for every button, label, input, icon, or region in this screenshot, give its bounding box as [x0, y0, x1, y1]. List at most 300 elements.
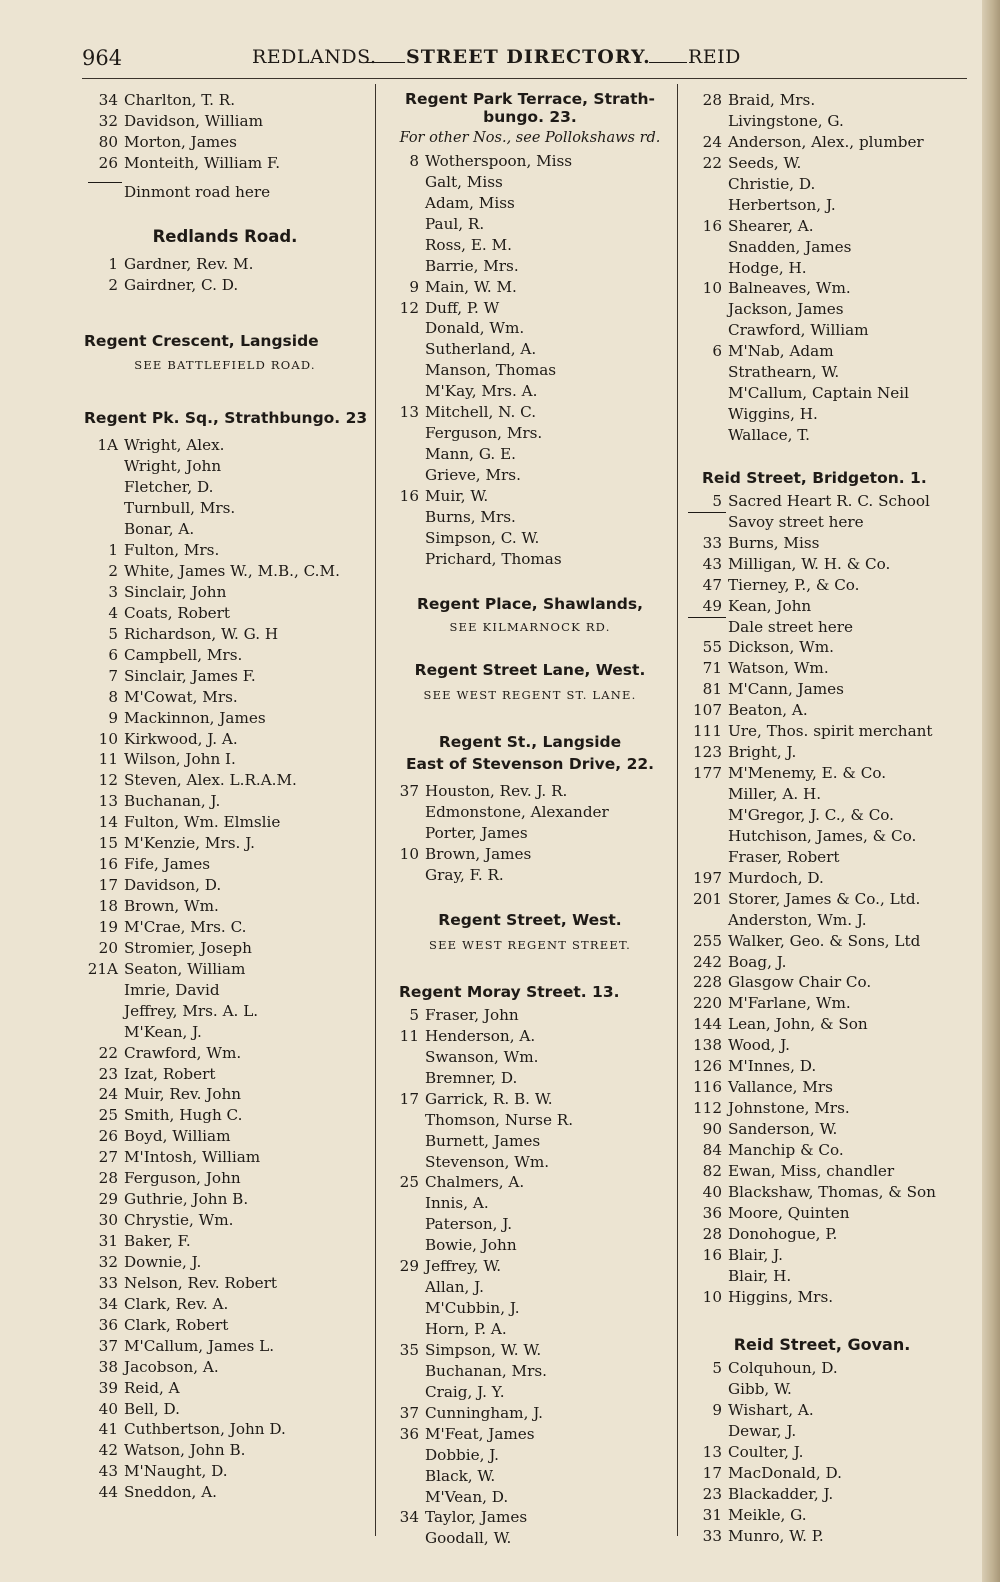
- resident-name: Muir, Rev. John: [124, 1085, 242, 1104]
- entry-row: [688, 278, 956, 299]
- entry-row: [688, 1463, 956, 1484]
- see-reference: SEE WEST REGENT STREET.: [429, 938, 631, 953]
- entry-row: [84, 1273, 366, 1294]
- resident-name: M'Naught, D.: [124, 1462, 228, 1481]
- resident-name: Innis, A.: [425, 1194, 489, 1213]
- entry-row: [688, 847, 956, 868]
- entry-row: [84, 1461, 366, 1482]
- resident-name: White, James W., M.B., C.M.: [124, 562, 340, 580]
- resident-name: Monteith, William F.: [124, 153, 281, 172]
- street-note: Savoy street here: [688, 512, 956, 533]
- house-number: 242: [693, 952, 722, 971]
- page-number: 964: [82, 46, 123, 70]
- entry-row: [385, 865, 675, 886]
- header-left: REDLANDS.: [252, 46, 377, 68]
- entry-row: [385, 402, 675, 423]
- resident-name: Clark, Robert: [124, 1315, 229, 1334]
- resident-name: Sutherland, A.: [425, 340, 537, 359]
- entry-row: [385, 1152, 675, 1173]
- entry-row: [84, 1294, 366, 1315]
- house-number: 26: [98, 1127, 118, 1146]
- house-number: 81: [702, 680, 722, 699]
- house-number: [688, 320, 728, 341]
- house-number: [385, 172, 425, 193]
- resident-name: Muir, W.: [425, 486, 489, 505]
- house-number: 8: [108, 687, 118, 706]
- house-number: 1: [108, 541, 118, 560]
- entry-row: [84, 896, 366, 917]
- resident-name: Milligan, W. H. & Co.: [728, 554, 891, 573]
- house-number: [385, 865, 425, 886]
- entry-row: [688, 1035, 956, 1056]
- street-heading-cont: bungo. 23.: [483, 108, 577, 126]
- entry-row: [385, 1340, 675, 1361]
- resident-name: Sacred Heart R. C. School: [728, 491, 930, 510]
- resident-name: Glasgow Chair Co.: [728, 973, 872, 992]
- house-number: 33: [702, 1526, 722, 1545]
- entry-row: [84, 254, 366, 275]
- resident-name: Chalmers, A.: [425, 1173, 525, 1192]
- house-number: 17: [702, 1464, 722, 1483]
- house-number: [688, 299, 728, 320]
- entry-row: [385, 1026, 675, 1047]
- house-number: 37: [399, 782, 419, 801]
- resident-name: Wright, Alex.: [124, 436, 225, 455]
- entry-list: [385, 151, 675, 570]
- resident-name: Burns, Mrs.: [425, 507, 516, 526]
- resident-name: Buchanan, J.: [124, 792, 221, 811]
- entry-row: [84, 833, 366, 854]
- resident-name: Jackson, James: [728, 300, 844, 319]
- entry-list: [385, 781, 675, 886]
- house-number: 37: [98, 1336, 118, 1355]
- resident-name: Imrie, David: [124, 980, 220, 999]
- house-number: [688, 826, 728, 847]
- resident-name: Craig, J. Y.: [425, 1382, 505, 1401]
- resident-name: Tierney, P., & Co.: [728, 575, 860, 594]
- entry-row: [385, 1089, 675, 1110]
- resident-name: Wright, John: [124, 457, 222, 476]
- resident-name: Taylor, James: [425, 1508, 528, 1527]
- resident-name: Paul, R.: [425, 214, 485, 233]
- house-number: 9: [108, 708, 118, 727]
- entry-row: [688, 90, 956, 111]
- resident-name: Anderston, Wm. J.: [728, 910, 867, 929]
- entry-row: [385, 256, 675, 277]
- house-number: 28: [702, 91, 722, 109]
- resident-name: Clark, Rev. A.: [124, 1294, 229, 1313]
- entry-row: [84, 561, 366, 582]
- entry-row: [84, 938, 366, 959]
- house-number: 2: [108, 275, 118, 294]
- resident-name: M'Callum, James L.: [124, 1336, 275, 1355]
- house-number: [688, 1266, 728, 1287]
- resident-name: Walker, Geo. & Sons, Ltd: [728, 931, 921, 950]
- resident-name: Colquhoun, D.: [728, 1359, 838, 1378]
- house-number: 40: [702, 1182, 722, 1201]
- house-number: [688, 362, 728, 383]
- entry-row: [385, 1298, 675, 1319]
- resident-name: Livingstone, G.: [728, 111, 844, 130]
- header-title: STREET DIRECTORY.: [406, 46, 651, 68]
- house-number: [688, 174, 728, 195]
- resident-name: Donald, Wm.: [425, 319, 525, 338]
- street-heading: Reid Street, Govan.: [733, 1335, 911, 1355]
- resident-name: Horn, P. A.: [425, 1320, 507, 1339]
- entry-row: [84, 729, 366, 750]
- entry-row: [385, 1047, 675, 1068]
- resident-name: M'Cann, James: [728, 680, 844, 699]
- house-number: 10: [702, 1287, 722, 1306]
- entry-row: [385, 277, 675, 298]
- entry-row: [385, 1319, 675, 1340]
- house-number: 5: [108, 624, 118, 643]
- resident-name: Thomson, Nurse R.: [425, 1110, 574, 1129]
- house-number: 3: [108, 582, 118, 601]
- resident-name: Dobbie, J.: [425, 1445, 500, 1464]
- house-number: 11: [399, 1026, 419, 1045]
- entry-row: [385, 486, 675, 507]
- house-number: 28: [702, 1224, 722, 1243]
- resident-name: Vallance, Mrs: [728, 1078, 833, 1097]
- resident-name: Steven, Alex. L.R.A.M.: [124, 771, 297, 790]
- entry-row: [688, 132, 956, 153]
- entry-row: [688, 554, 956, 575]
- entry-row: [84, 582, 366, 603]
- entry-row: [688, 972, 956, 993]
- entry-list: [688, 491, 956, 512]
- resident-name: Blair, H.: [728, 1266, 792, 1285]
- resident-name: Wilson, John I.: [124, 750, 236, 769]
- house-number: 14: [98, 813, 118, 832]
- house-number: [385, 360, 425, 381]
- entry-row: [84, 1315, 366, 1336]
- street-note: Dale street here: [688, 617, 956, 638]
- resident-name: Beaton, A.: [728, 701, 808, 720]
- resident-name: Dewar, J.: [728, 1422, 797, 1441]
- entry-row: [385, 214, 675, 235]
- house-number: 23: [98, 1064, 118, 1083]
- entry-row: [688, 258, 956, 279]
- resident-name: Prichard, Thomas: [425, 549, 562, 568]
- house-number: 15: [98, 834, 118, 853]
- entry-row: [385, 549, 675, 570]
- house-number: [385, 528, 425, 549]
- house-number: 12: [98, 771, 118, 790]
- entry-row: [688, 299, 956, 320]
- house-number: [84, 1022, 124, 1043]
- entry-row: [688, 1484, 956, 1505]
- entry-row: [84, 1357, 366, 1378]
- house-number: [385, 1466, 425, 1487]
- resident-name: Adam, Miss: [425, 193, 515, 212]
- resident-name: Sinclair, James F.: [124, 666, 256, 685]
- resident-name: Garrick, R. B. W.: [425, 1089, 553, 1108]
- resident-name: Fraser, John: [425, 1005, 519, 1024]
- house-number: 29: [399, 1257, 419, 1276]
- house-number: [385, 256, 425, 277]
- resident-name: Mackinnon, James: [124, 708, 266, 727]
- resident-name: M'Cubbin, J.: [425, 1299, 520, 1318]
- resident-name: Anderson, Alex., plumber: [728, 132, 924, 151]
- house-number: 22: [98, 1043, 118, 1062]
- house-number: [385, 1193, 425, 1214]
- entry-row: [385, 172, 675, 193]
- entry-row: [385, 360, 675, 381]
- house-number: 28: [98, 1169, 118, 1188]
- house-number: 8: [409, 151, 419, 170]
- house-number: 220: [693, 994, 722, 1013]
- house-number: 5: [712, 1359, 722, 1378]
- resident-name: Miller, A. H.: [728, 785, 822, 804]
- house-number: 1A: [97, 436, 118, 455]
- house-number: [385, 823, 425, 844]
- entry-row: [84, 708, 366, 729]
- resident-name: Allan, J.: [425, 1278, 484, 1297]
- house-number: 6: [712, 342, 722, 361]
- house-number: [385, 1361, 425, 1382]
- entry-row: [84, 435, 366, 456]
- entry-row: [385, 844, 675, 865]
- house-number: [688, 847, 728, 868]
- house-number: 43: [98, 1462, 118, 1481]
- resident-name: Downie, J.: [124, 1252, 202, 1271]
- entry-row: [84, 1168, 366, 1189]
- house-number: 5: [409, 1005, 419, 1024]
- house-number: [385, 381, 425, 402]
- resident-name: Hutchison, James, & Co.: [728, 826, 917, 845]
- house-number: 38: [98, 1357, 118, 1376]
- entry-row: [385, 1193, 675, 1214]
- resident-name: Higgins, Mrs.: [728, 1287, 834, 1306]
- entry-row: [84, 1022, 366, 1043]
- house-number: 13: [98, 792, 118, 811]
- entry-row: [688, 1119, 956, 1140]
- resident-name: Ewan, Miss, chandler: [728, 1161, 895, 1180]
- entry-row: [385, 381, 675, 402]
- house-number: [385, 507, 425, 528]
- entry-row: [688, 1098, 956, 1119]
- entry-row: [385, 1068, 675, 1089]
- entry-row: [688, 637, 956, 658]
- house-number: 24: [98, 1085, 118, 1104]
- resident-name: M'Farlane, Wm.: [728, 994, 851, 1013]
- entry-row: [688, 1014, 956, 1035]
- entry-row: [84, 854, 366, 875]
- resident-name: Brown, James: [425, 845, 532, 864]
- house-number: 24: [702, 132, 722, 151]
- house-number: 16: [702, 1245, 722, 1264]
- entry-row: [84, 1105, 366, 1126]
- entry-row: [385, 1487, 675, 1508]
- cross-reference: For other Nos., see Pollokshaws rd.: [399, 130, 661, 146]
- resident-name: Ferguson, Mrs.: [425, 424, 543, 443]
- resident-name: Meikle, G.: [728, 1505, 807, 1524]
- resident-name: M'Kean, J.: [124, 1022, 202, 1041]
- house-number: [385, 1110, 425, 1131]
- resident-name: Burns, Miss: [728, 533, 820, 552]
- resident-name: Gairdner, C. D.: [124, 275, 239, 294]
- resident-name: M'Gregor, J. C., & Co.: [728, 805, 895, 824]
- entry-row: [84, 666, 366, 687]
- entry-row: [688, 1161, 956, 1182]
- house-number: 123: [693, 743, 722, 762]
- entry-row: [84, 1001, 366, 1022]
- street-heading: Redlands Road.: [152, 226, 298, 246]
- entry-row: [385, 528, 675, 549]
- resident-name: Crawford, Wm.: [124, 1043, 242, 1062]
- house-number: [385, 1214, 425, 1235]
- entry-row: [688, 763, 956, 784]
- resident-name: Christie, D.: [728, 174, 816, 193]
- house-number: 39: [98, 1378, 118, 1397]
- entry-row: [84, 519, 366, 540]
- entry-row: [688, 174, 956, 195]
- entry-row: [385, 1005, 675, 1026]
- entry-row: [688, 491, 956, 512]
- running-header: [82, 46, 962, 76]
- resident-name: Burnett, James: [425, 1131, 541, 1150]
- house-number: 126: [693, 1057, 722, 1076]
- house-number: 35: [399, 1340, 419, 1359]
- resident-name: Fife, James: [124, 855, 210, 874]
- entry-row: [688, 533, 956, 554]
- resident-name: Turnbull, Mrs.: [124, 499, 236, 518]
- resident-name: M'Menemy, E. & Co.: [728, 764, 887, 783]
- resident-name: Main, W. M.: [425, 277, 517, 296]
- house-number: 49: [702, 596, 722, 615]
- house-number: 9: [712, 1401, 722, 1420]
- resident-name: Sneddon, A.: [124, 1483, 217, 1502]
- resident-name: Campbell, Mrs.: [124, 645, 243, 664]
- entry-row: [688, 910, 956, 931]
- resident-name: Wood, J.: [728, 1036, 790, 1055]
- entry-row: [688, 700, 956, 721]
- entry-row: [385, 339, 675, 360]
- resident-name: Simpson, C. W.: [425, 528, 540, 547]
- house-number: 34: [98, 1294, 118, 1313]
- resident-name: M'Nab, Adam: [728, 342, 834, 361]
- house-number: 19: [98, 917, 118, 936]
- column-divider: [677, 84, 678, 1536]
- house-number: 44: [98, 1483, 118, 1502]
- house-number: 22: [702, 153, 722, 172]
- resident-name: Manson, Thomas: [425, 361, 557, 380]
- house-number: [688, 784, 728, 805]
- house-number: 10: [98, 729, 118, 748]
- resident-name: Smith, Hugh C.: [124, 1106, 243, 1125]
- entry-row: [84, 1378, 366, 1399]
- entry-row: [84, 1399, 366, 1420]
- house-number: 26: [98, 153, 118, 172]
- column-1: [84, 90, 366, 1503]
- page-edge: [982, 0, 1000, 1582]
- resident-name: Balneaves, Wm.: [728, 279, 851, 298]
- entry-row: [84, 111, 366, 132]
- street-note: Dinmont road here: [84, 182, 366, 203]
- entry-row: [84, 477, 366, 498]
- resident-name: MacDonald, D.: [728, 1464, 842, 1483]
- resident-name: Stevenson, Wm.: [425, 1152, 550, 1171]
- entry-list: [688, 1358, 956, 1546]
- entry-row: [84, 132, 366, 153]
- house-number: [688, 195, 728, 216]
- entry-row: [385, 1528, 675, 1549]
- entry-row: [688, 1358, 956, 1379]
- entry-row: [385, 1277, 675, 1298]
- street-heading-cont: East of Stevenson Drive, 22.: [405, 755, 655, 774]
- house-number: [688, 910, 728, 931]
- house-number: [688, 404, 728, 425]
- house-number: [385, 1445, 425, 1466]
- resident-name: Fletcher, D.: [124, 478, 214, 497]
- house-number: 20: [98, 938, 118, 957]
- resident-name: Ross, E. M.: [425, 235, 512, 254]
- resident-name: M'Callum, Captain Neil: [728, 384, 909, 403]
- entry-row: [84, 624, 366, 645]
- resident-name: Wallace, T.: [728, 426, 810, 444]
- entry-row: [688, 1266, 956, 1287]
- resident-name: Grieve, Mrs.: [425, 466, 521, 485]
- house-number: [84, 498, 124, 519]
- house-number: 84: [702, 1140, 722, 1159]
- entry-row: [688, 216, 956, 237]
- house-number: 116: [693, 1078, 722, 1097]
- resident-name: Crawford, William: [728, 321, 869, 340]
- house-number: 13: [399, 403, 419, 422]
- resident-name: Cuthbertson, John D.: [124, 1420, 286, 1439]
- house-number: 13: [702, 1443, 722, 1462]
- resident-name: Murdoch, D.: [728, 868, 824, 887]
- resident-name: Gray, F. R.: [425, 866, 504, 885]
- resident-name: Boag, J.: [728, 952, 787, 971]
- house-number: [84, 456, 124, 477]
- entry-row: [688, 195, 956, 216]
- entry-row: [385, 1382, 675, 1403]
- entry-row: [688, 742, 956, 763]
- resident-name: Manchip & Co.: [728, 1140, 844, 1159]
- entry-row: [385, 1445, 675, 1466]
- entry-row: [84, 917, 366, 938]
- entry-row: [84, 687, 366, 708]
- house-number: 111: [693, 722, 722, 741]
- house-number: 10: [399, 845, 419, 864]
- resident-name: Boyd, William: [124, 1127, 231, 1146]
- house-number: [385, 1047, 425, 1068]
- resident-name: Snadden, James: [728, 237, 852, 256]
- house-number: 6: [108, 645, 118, 664]
- resident-name: Bowie, John: [425, 1236, 517, 1255]
- resident-name: Ure, Thos. spirit merchant: [728, 722, 933, 741]
- entry-row: [385, 151, 675, 172]
- house-number: 112: [693, 1099, 722, 1118]
- house-number: 29: [98, 1190, 118, 1209]
- resident-name: Duff, P. W: [425, 298, 500, 317]
- resident-name: Wiggins, H.: [728, 405, 818, 424]
- resident-name: Braid, Mrs.: [728, 91, 816, 109]
- house-number: 25: [98, 1106, 118, 1125]
- resident-name: Sinclair, John: [124, 582, 227, 601]
- house-number: [385, 1131, 425, 1152]
- entry-row: [688, 1287, 956, 1308]
- house-number: [385, 802, 425, 823]
- house-number: [385, 1319, 425, 1340]
- column-divider: [375, 84, 376, 1536]
- entry-row: [84, 153, 366, 174]
- entry-row: [385, 781, 675, 802]
- entry-row: [688, 889, 956, 910]
- resident-name: Herbertson, J.: [728, 195, 836, 214]
